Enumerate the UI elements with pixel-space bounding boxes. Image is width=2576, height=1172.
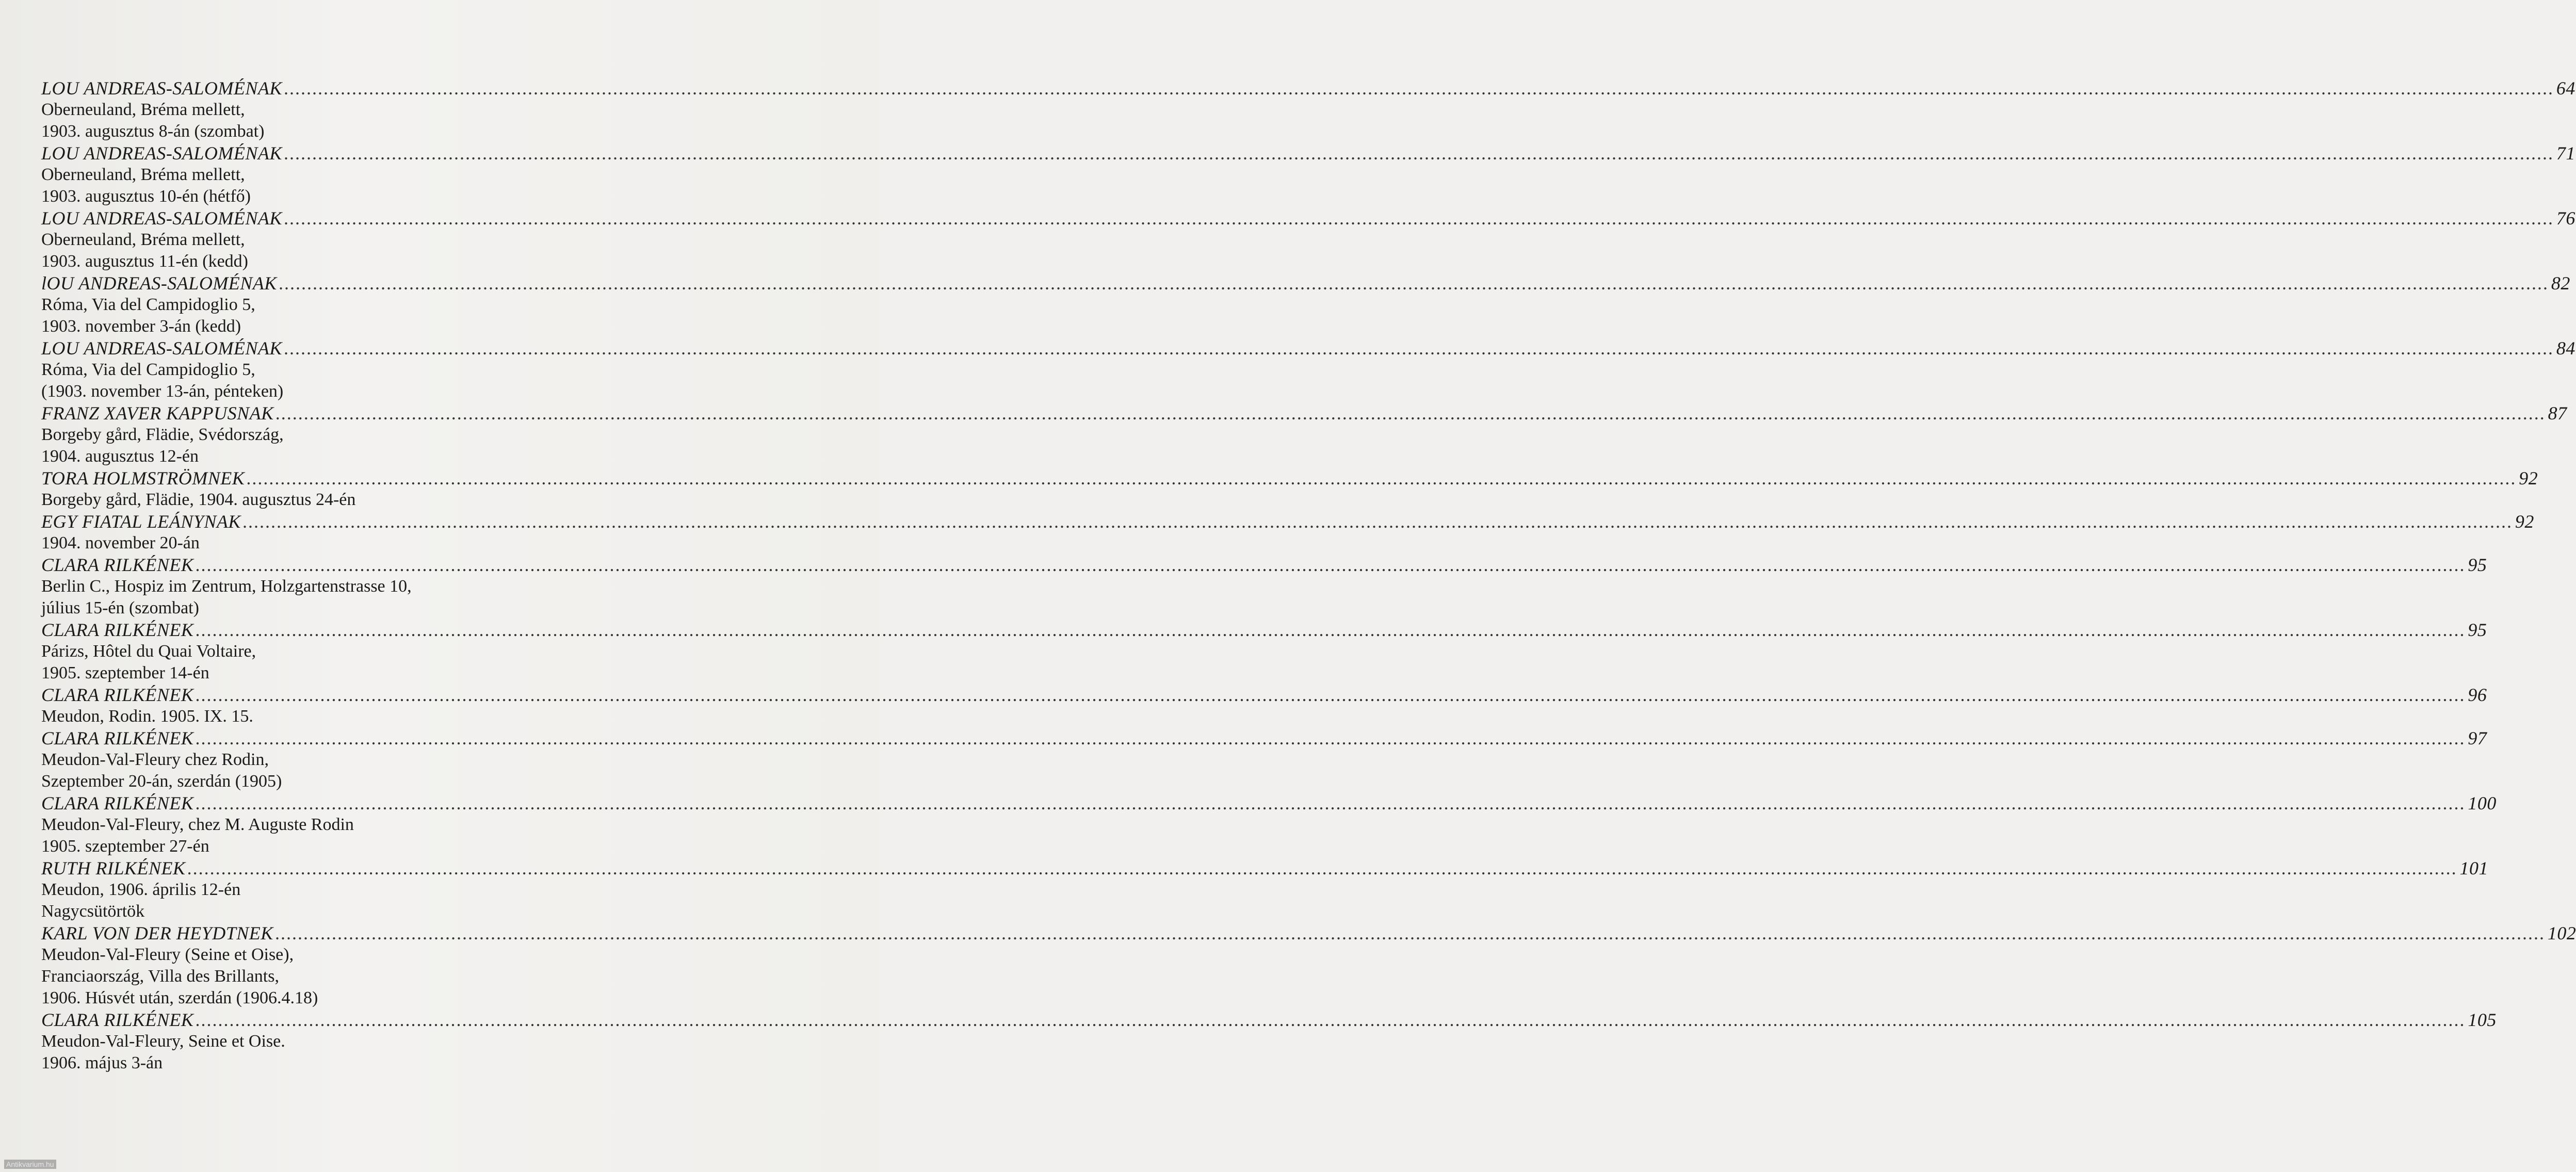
letter-place-date-line: július 15-én (szombat) <box>41 598 199 617</box>
recipient-name: CLARA RILKÉNEK <box>41 1010 194 1030</box>
toc-entry <box>41 77 2575 142</box>
letter-place-date-line: 1906. május 3-án <box>41 1053 163 1072</box>
letter-place-date-line: Párizs, Hôtel du Quai Voltaire, <box>41 642 256 661</box>
letter-place-date-line: Meudon-Val-Fleury chez Rodin, <box>41 750 269 769</box>
letter-place-date-line: Róma, Via del Campidoglio 5, <box>41 295 255 314</box>
dot-leader: ................................................................................................................................................................................................................................................................................................................................................................................................................ <box>196 685 2466 705</box>
toc-entry <box>41 337 2575 402</box>
toc-entry <box>41 857 2489 922</box>
page-number: 95 <box>2468 620 2487 640</box>
toc-entry-title-row <box>41 727 2487 749</box>
toc-entry-title-row <box>41 792 2497 814</box>
toc-entry-title-row <box>41 619 2487 641</box>
toc-entry-title-row <box>41 467 2538 489</box>
recipient-name: KARL VON DER HEYDTNEK <box>41 923 273 943</box>
page-number: 76 <box>2556 208 2575 229</box>
letter-place-date-line: 1906. Húsvét után, szerdán (1906.4.18) <box>41 988 318 1007</box>
letter-place-date-line: Meudon, Rodin. 1905. IX. 15. <box>41 707 253 726</box>
table-of-contents <box>41 77 2576 1074</box>
recipient-name: CLARA RILKÉNEK <box>41 555 194 575</box>
recipient-name: LOU ANDREAS-SALOMÉNAK <box>41 78 282 99</box>
page-number: 64 <box>2556 78 2575 99</box>
recipient-name: lOU ANDREAS-SALOMÉNAK <box>41 273 277 294</box>
letter-place-date-line: 1903. augusztus 8-án (szombat) <box>41 122 265 141</box>
page-number: 92 <box>2519 468 2538 489</box>
letter-place-date-line: 1903. augusztus 10-én (hétfő) <box>41 187 251 206</box>
letter-place-date-line: 1904. augusztus 12-én <box>41 447 199 466</box>
letter-place-date-line: (1903. november 13-án, pénteken) <box>41 382 284 401</box>
toc-entry <box>41 402 2567 467</box>
recipient-name: LOU ANDREAS-SALOMÉNAK <box>41 143 282 164</box>
page-number: 71 <box>2556 143 2575 164</box>
dot-leader: ................................................................................................................................................................................................................................................................................................................................................................................................................ <box>284 208 2554 229</box>
letter-place-date-line: Oberneuland, Bréma mellett, <box>41 100 245 119</box>
recipient-name: CLARA RILKÉNEK <box>41 793 194 813</box>
toc-entry <box>41 619 2487 684</box>
toc-entry <box>41 511 2534 554</box>
toc-entry-title-row <box>41 922 2576 944</box>
toc-entry <box>41 272 2570 337</box>
recipient-name: TORA HOLMSTRÖMNEK <box>41 468 245 489</box>
page-number: 95 <box>2468 555 2487 575</box>
recipient-name: LOU ANDREAS-SALOMÉNAK <box>41 338 282 359</box>
letter-place-date-line: 1903. augusztus 11-én (kedd) <box>41 252 248 271</box>
letter-place-date-line: 1904. november 20-án <box>41 533 200 552</box>
recipient-name: LOU ANDREAS-SALOMÉNAK <box>41 208 282 229</box>
toc-entry-title-row <box>41 554 2487 576</box>
recipient-name: CLARA RILKÉNEK <box>41 728 194 748</box>
letter-place-date-line: Meudon-Val-Fleury, chez M. Auguste Rodin <box>41 815 354 834</box>
toc-entry-title-row <box>41 77 2575 99</box>
page-number: 87 <box>2548 403 2567 424</box>
page-number: 100 <box>2468 793 2497 813</box>
page-number: 101 <box>2459 858 2489 878</box>
dot-leader: ................................................................................................................................................................................................................................................................................................................................................................................................................ <box>276 403 2546 424</box>
page-number: 92 <box>2515 511 2534 532</box>
dot-leader: ................................................................................................................................................................................................................................................................................................................................................................................................................ <box>275 923 2546 943</box>
watermark: Antikvarium.hu <box>4 1160 56 1169</box>
letter-place-date-line: 1905. szeptember 14-én <box>41 663 209 682</box>
page-number: 102 <box>2547 923 2576 943</box>
toc-entry-title-row <box>41 142 2575 164</box>
dot-leader: ................................................................................................................................................................................................................................................................................................................................................................................................................ <box>196 1010 2466 1030</box>
dot-leader: ................................................................................................................................................................................................................................................................................................................................................................................................................ <box>196 555 2466 575</box>
recipient-name: CLARA RILKÉNEK <box>41 620 194 640</box>
letter-place-date-line: Franciaország, Villa des Brillants, <box>41 967 279 986</box>
page-number: 97 <box>2468 728 2487 748</box>
toc-entry <box>41 142 2575 207</box>
toc-entry-title-row <box>41 402 2567 424</box>
toc-entry-title-row <box>41 337 2575 359</box>
recipient-name: CLARA RILKÉNEK <box>41 685 194 705</box>
letter-place-date-line: Borgeby gård, Flädie, 1904. augusztus 24-én <box>41 490 356 509</box>
page-number: 82 <box>2551 273 2570 294</box>
letter-place-date-line: Oberneuland, Bréma mellett, <box>41 230 245 249</box>
toc-entry-title-row <box>41 272 2570 294</box>
toc-entry <box>41 922 2576 1009</box>
letter-place-date-line: Borgeby gård, Flädie, Svédország, <box>41 425 284 444</box>
letter-place-date-line: Meudon-Val-Fleury (Seine et Oise), <box>41 945 294 964</box>
toc-entry <box>41 554 2487 619</box>
letter-place-date-line: Szeptember 20-án, szerdán (1905) <box>41 772 282 791</box>
page-number: 96 <box>2468 685 2487 705</box>
toc-entry <box>41 1009 2497 1074</box>
dot-leader: ................................................................................................................................................................................................................................................................................................................................................................................................................ <box>187 858 2458 878</box>
dot-leader: ................................................................................................................................................................................................................................................................................................................................................................................................................ <box>242 511 2513 532</box>
toc-entry <box>41 792 2497 857</box>
dot-leader: ................................................................................................................................................................................................................................................................................................................................................................................................................ <box>247 468 2517 489</box>
recipient-name: FRANZ XAVER KAPPUSNAK <box>41 403 274 424</box>
letter-place-date-line: 1903. november 3-án (kedd) <box>41 317 241 336</box>
recipient-name: EGY FIATAL LEÁNYNAK <box>41 511 241 532</box>
page-number: 105 <box>2468 1010 2497 1030</box>
letter-place-date-line: 1905. szeptember 27-én <box>41 837 209 856</box>
page-number: 84 <box>2556 338 2575 359</box>
toc-entry <box>41 467 2538 511</box>
toc-entry-title-row <box>41 207 2575 229</box>
letter-place-date-line: Nagycsütörtök <box>41 902 145 921</box>
letter-place-date-line: Meudon-Val-Fleury, Seine et Oise. <box>41 1032 285 1051</box>
dot-leader: ................................................................................................................................................................................................................................................................................................................................................................................................................ <box>196 793 2466 813</box>
toc-entry-title-row <box>41 684 2487 706</box>
dot-leader: ................................................................................................................................................................................................................................................................................................................................................................................................................ <box>196 728 2466 748</box>
dot-leader: ................................................................................................................................................................................................................................................................................................................................................................................................................ <box>284 78 2554 99</box>
toc-entry <box>41 684 2487 727</box>
toc-entry-title-row <box>41 1009 2497 1031</box>
recipient-name: RUTH RILKÉNEK <box>41 858 186 878</box>
toc-entry-title-row <box>41 857 2489 879</box>
letter-place-date-line: Meudon, 1906. április 12-én <box>41 880 241 899</box>
letter-place-date-line: Oberneuland, Bréma mellett, <box>41 165 245 184</box>
letter-place-date-line: Róma, Via del Campidoglio 5, <box>41 360 255 379</box>
toc-entry-title-row <box>41 511 2534 532</box>
dot-leader: ................................................................................................................................................................................................................................................................................................................................................................................................................ <box>284 143 2554 164</box>
dot-leader: ................................................................................................................................................................................................................................................................................................................................................................................................................ <box>196 620 2466 640</box>
toc-entry <box>41 727 2487 792</box>
letter-place-date-line: Berlin C., Hospiz im Zentrum, Holzgartenstrasse 10, <box>41 577 412 596</box>
dot-leader: ................................................................................................................................................................................................................................................................................................................................................................................................................ <box>279 273 2549 294</box>
toc-entry <box>41 207 2575 272</box>
dot-leader: ................................................................................................................................................................................................................................................................................................................................................................................................................ <box>284 338 2554 359</box>
